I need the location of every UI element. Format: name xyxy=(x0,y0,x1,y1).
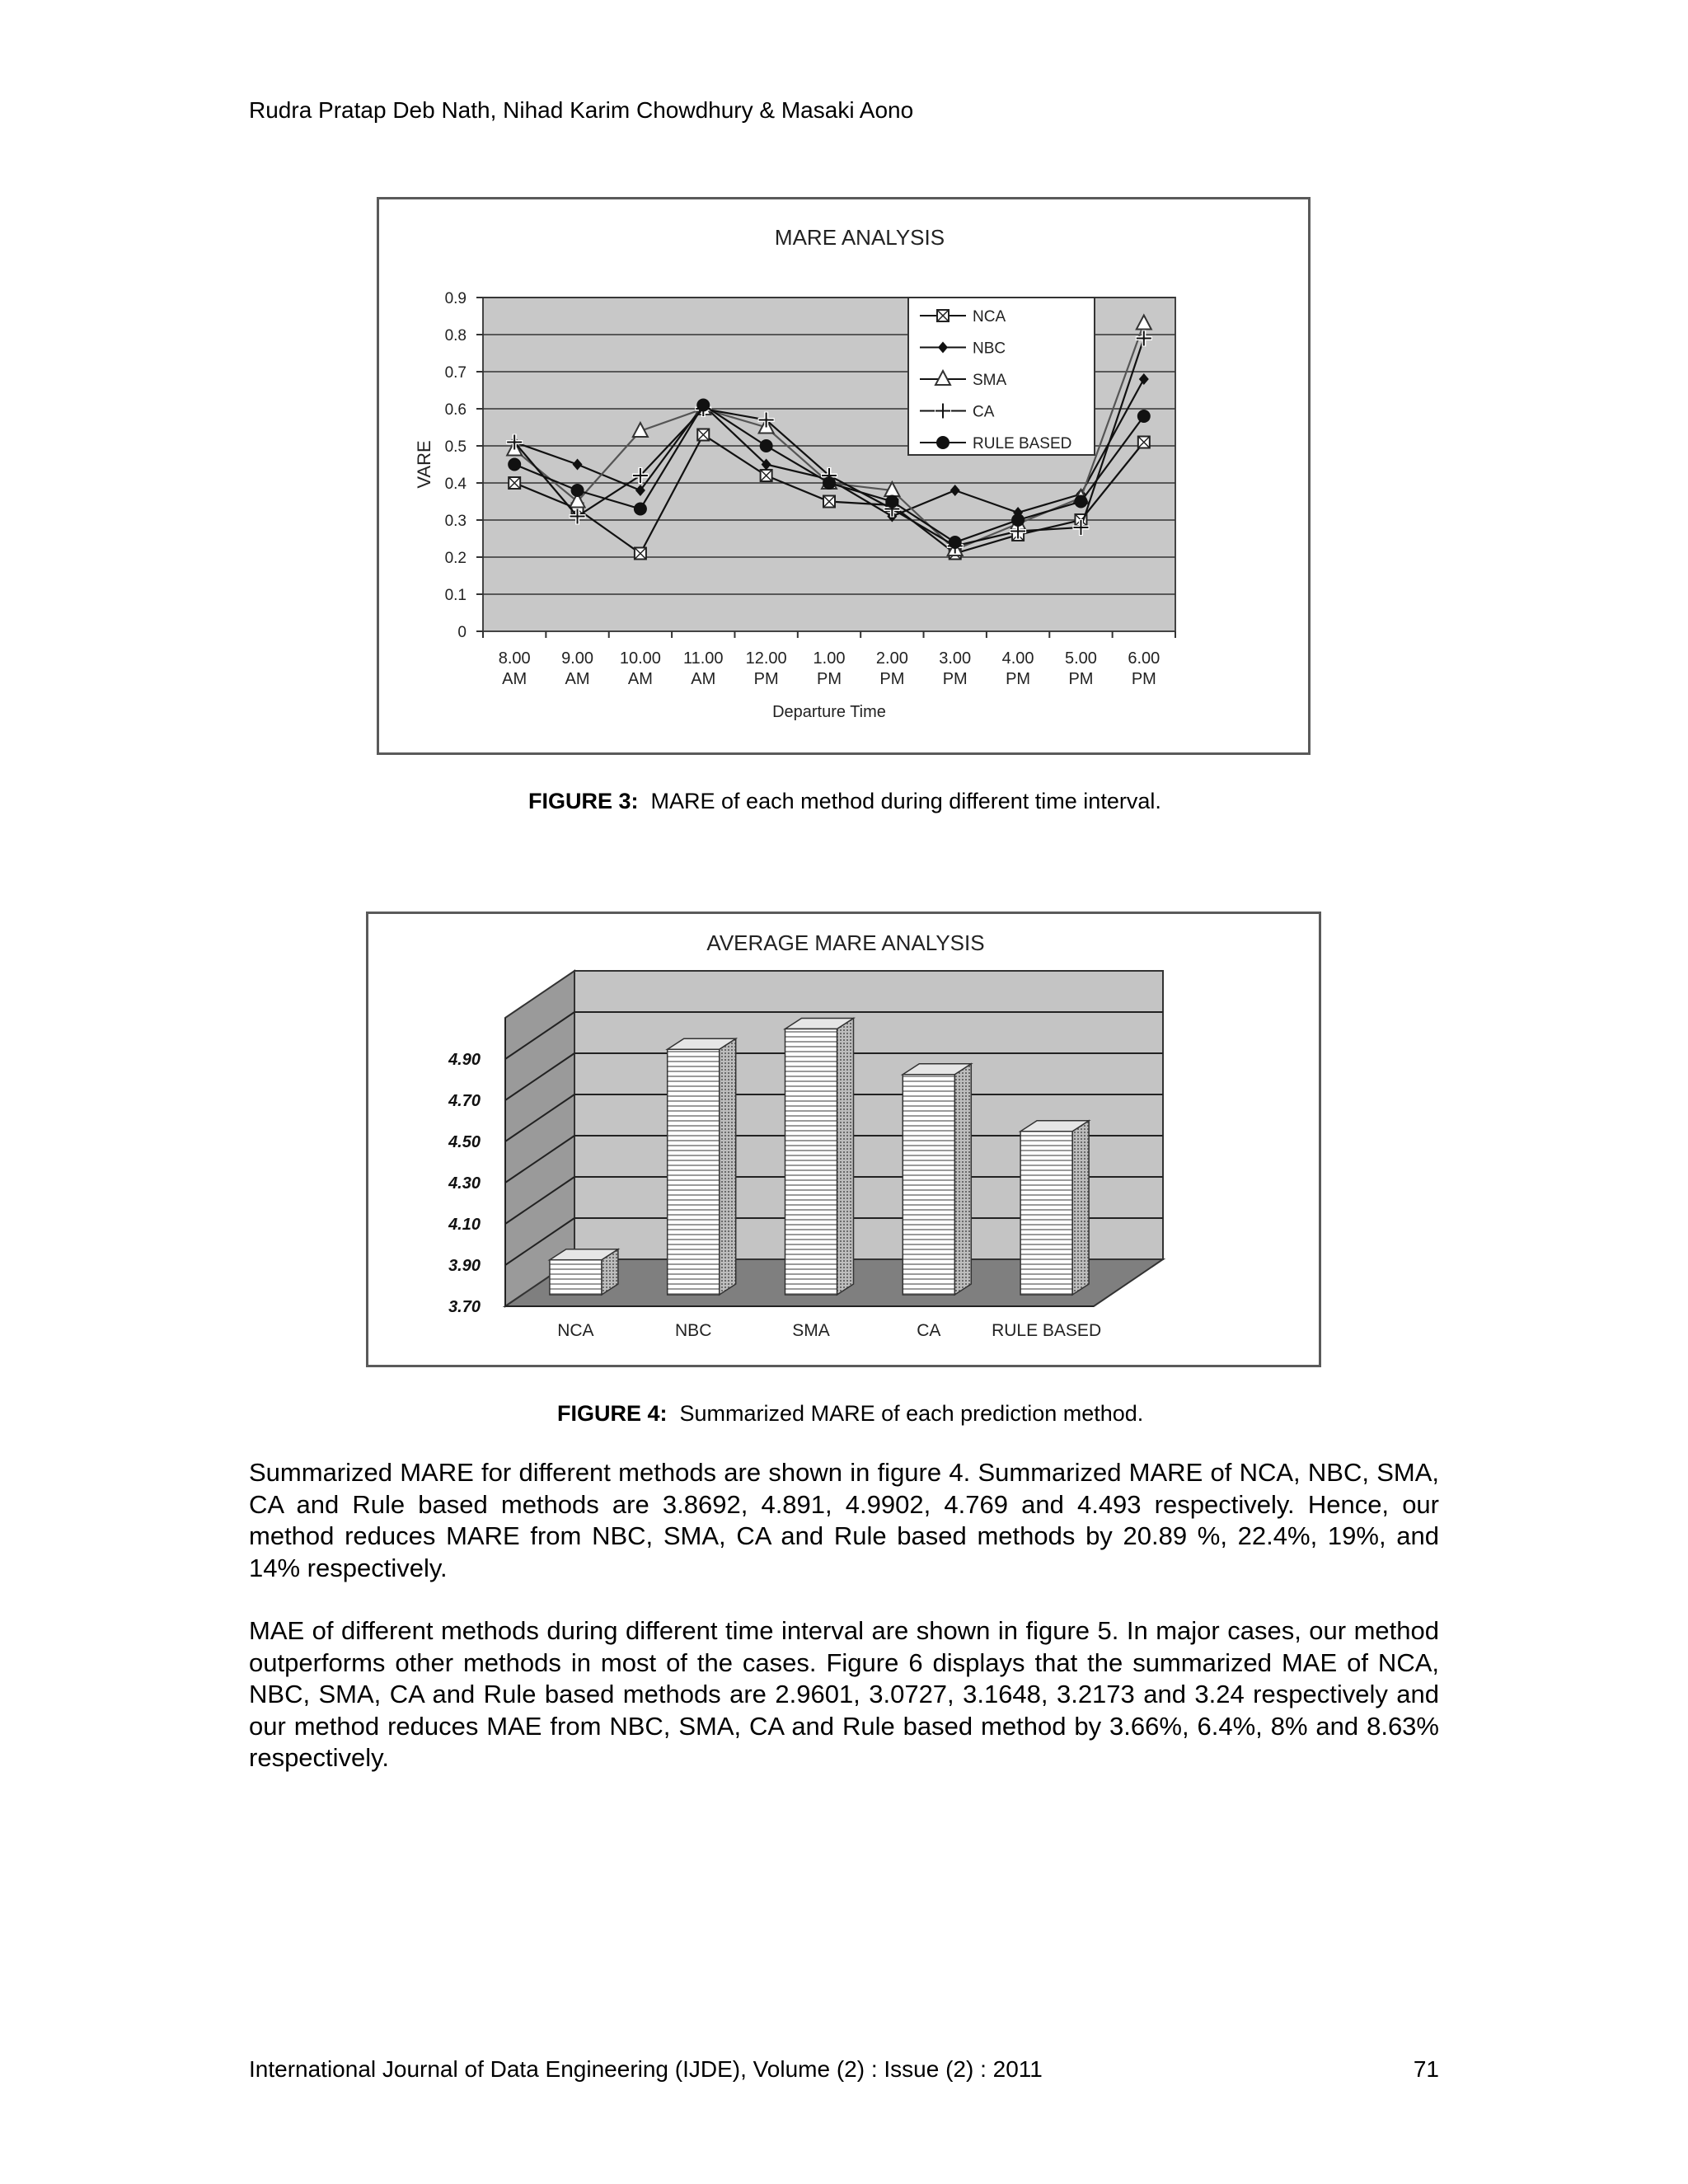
y-tick-label: 3.70 xyxy=(448,1298,481,1316)
y-tick-label: 0.2 xyxy=(444,550,467,567)
y-tick-label: 0.7 xyxy=(444,364,467,382)
figure-4-label: FIGURE 4: xyxy=(557,1401,668,1426)
data-point xyxy=(508,458,521,471)
footer-journal: International Journal of Data Engineering (IJDE), Volume (2) : Issue (2) : 2011 xyxy=(249,2056,1043,2082)
legend-marker xyxy=(936,436,950,449)
x-tick-label-line1: 12.00 xyxy=(745,649,787,668)
bar-ca xyxy=(903,1064,971,1295)
x-tick-label-line2: AM xyxy=(627,670,653,688)
bar-nca xyxy=(550,1249,618,1295)
legend-label: RULE BASED xyxy=(973,435,1072,452)
y-tick-label: 3.90 xyxy=(448,1257,481,1275)
data-point xyxy=(885,495,898,509)
running-header: Rudra Pratap Deb Nath, Nihad Karim Chowdhury & Masaki Aono xyxy=(249,97,914,123)
x-tick-label-line1: 9.00 xyxy=(561,649,594,668)
x-tick-label-line1: 5.00 xyxy=(1064,649,1097,668)
figure-3-caption-text: MARE of each method during different time interval. xyxy=(650,789,1161,813)
average-mare-bar-chart-svg xyxy=(368,914,1319,1365)
figure-4-average-mare-bar-chart xyxy=(366,912,1321,1367)
x-tick-label: NCA xyxy=(557,1321,594,1340)
figure-4-caption xyxy=(557,1401,1143,1427)
x-tick-label: NBC xyxy=(675,1321,712,1340)
y-tick-label: 4.10 xyxy=(448,1216,481,1234)
x-tick-label-line2: PM xyxy=(942,670,968,688)
x-tick-label-line1: 1.00 xyxy=(813,649,846,668)
x-tick-label-line2: PM xyxy=(817,670,842,688)
legend-label: NCA xyxy=(973,308,1006,326)
bar-rule-based xyxy=(1020,1121,1089,1295)
x-tick-label-line2: AM xyxy=(565,670,590,688)
data-point xyxy=(634,503,647,516)
y-tick-label: 0.5 xyxy=(444,438,467,456)
y-tick-label: 4.70 xyxy=(448,1092,481,1110)
y-tick-label: 4.90 xyxy=(448,1051,481,1069)
data-point xyxy=(1011,513,1025,527)
y-tick-label: 0.3 xyxy=(444,513,467,530)
x-tick-label-line1: 3.00 xyxy=(939,649,972,668)
x-tick-label-line1: 10.00 xyxy=(619,649,661,668)
body-paragraph-1: Summarized MARE for different methods are shown in figure 4. Summarized MARE of NCA, NBC, SMA, CA and Rule based methods are 3.8692, 4.891, 4.9902, 4.769 and 4.493 respectively. Hence, our method reduces MARE from NBC, SMA, CA and Rule based methods by 20.89 %, 22.4%, 19%, and 14% respectively. xyxy=(249,1458,1439,1582)
data-point xyxy=(1137,410,1151,423)
x-tick-label-line1: 4.00 xyxy=(1001,649,1034,668)
bar-front xyxy=(903,1075,954,1295)
x-tick-label: SMA xyxy=(792,1321,830,1340)
y-tick-label: 0 xyxy=(457,624,467,641)
y-axis-label: VARE xyxy=(414,440,434,489)
x-tick-label-line1: 2.00 xyxy=(875,649,908,668)
x-tick-label-line2: PM xyxy=(1006,670,1031,688)
figure-3-mare-line-chart xyxy=(377,197,1311,755)
y-tick-label: 0.4 xyxy=(444,476,467,493)
data-point xyxy=(696,399,710,412)
bar-front xyxy=(1020,1132,1072,1295)
chart-title: MARE ANALYSIS xyxy=(774,225,945,250)
bar-side xyxy=(1072,1121,1089,1295)
x-tick-label: CA xyxy=(917,1321,941,1340)
y-tick-label: 0.9 xyxy=(444,290,467,307)
y-tick-label: 0.6 xyxy=(444,401,467,419)
bar-front xyxy=(668,1049,720,1295)
y-tick-label: 0.1 xyxy=(444,587,467,604)
legend-label: CA xyxy=(973,403,995,421)
legend-label: SMA xyxy=(973,372,1007,389)
data-point xyxy=(1074,495,1087,509)
bar-front xyxy=(550,1260,602,1295)
x-tick-label-line1: 8.00 xyxy=(498,649,531,668)
y-tick-label: 4.30 xyxy=(448,1174,481,1193)
data-point xyxy=(760,439,773,452)
figure-3-label: FIGURE 3: xyxy=(528,789,639,813)
bar-front xyxy=(785,1029,837,1295)
data-point xyxy=(571,484,584,497)
x-tick-label-line2: PM xyxy=(753,670,779,688)
x-tick-label-line2: PM xyxy=(879,670,905,688)
x-tick-label-line1: 6.00 xyxy=(1128,649,1160,668)
bar-side xyxy=(837,1018,854,1295)
figure-4-caption-text: Summarized MARE of each prediction method. xyxy=(679,1401,1144,1426)
bar-nbc xyxy=(668,1038,736,1295)
bar-side xyxy=(720,1038,736,1295)
bar-sma xyxy=(785,1018,854,1295)
x-tick-label-line2: AM xyxy=(502,670,528,688)
chart-title: AVERAGE MARE ANALYSIS xyxy=(706,930,985,955)
y-tick-label: 4.50 xyxy=(448,1133,481,1151)
data-point xyxy=(949,536,962,549)
mare-line-chart-svg xyxy=(379,199,1308,752)
page-number: 71 xyxy=(1413,2056,1439,2082)
body-paragraph-2: MAE of different methods during different time interval are shown in figure 5. In major cases, our method outperforms other methods in most of the cases. Figure 6 displays that the summarized MAE of NCA, NBC, SMA, CA and Rule based methods are 2.9601, 3.0727, 3.1648, 3.2173 and 3.24 respectively and our method reduces MAE from NBC, SMA, CA and Rule based method by 3.66%, 6.4%, 8% and 8.63% respectively. xyxy=(249,1616,1439,1772)
x-axis-label: Departure Time xyxy=(772,703,886,721)
x-tick-label-line1: 11.00 xyxy=(682,649,724,668)
data-point xyxy=(823,476,836,490)
x-tick-label: RULE BASED xyxy=(992,1321,1102,1340)
figure-3-caption xyxy=(528,789,1161,814)
x-tick-label-line2: AM xyxy=(691,670,716,688)
bar-side xyxy=(954,1064,971,1295)
legend-label: NBC xyxy=(973,340,1006,358)
x-tick-label-line2: PM xyxy=(1131,670,1156,688)
y-tick-label: 0.8 xyxy=(444,327,467,344)
x-tick-label-line2: PM xyxy=(1068,670,1094,688)
